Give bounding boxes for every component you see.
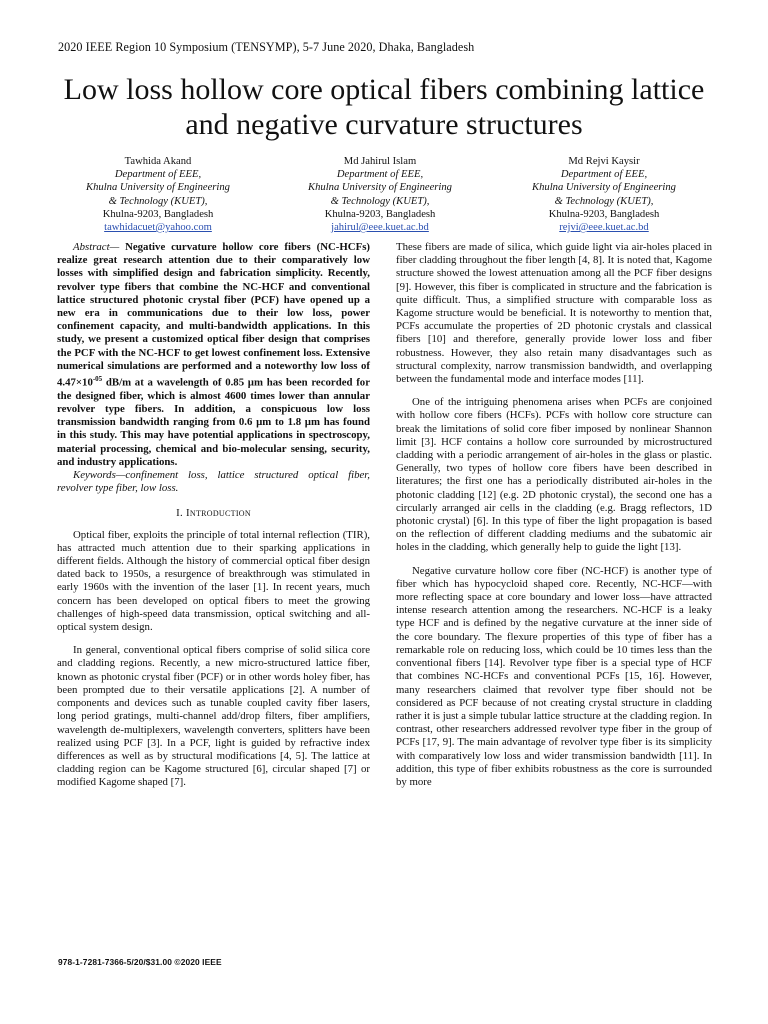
author-univ: & Technology (KUET),	[330, 195, 430, 207]
section-title: Introduction	[185, 507, 251, 520]
author-univ: & Technology (KUET),	[554, 195, 654, 207]
body-paragraph: Optical fiber, exploits the principle of total internal reflection (TIR), has attracted much attention due to their sparking applications in different fields. Although the history of commercial optical fiber design dated back to 1950s, a resurgence of breakthrough was stimulated in early 1960s with the invention of the laser [1]. In recent years, much concern has been developed on optical fibers to meet the growing challenges of high-speed data transmission, optical switching and all-optical system design.	[57, 528, 370, 634]
abstract	[57, 241, 370, 469]
author-city: Khulna-9203, Bangladesh	[324, 208, 436, 220]
paper-title: Low loss hollow core optical fibers combining lattice and negative curvature structures	[63, 73, 705, 141]
author-univ: & Technology (KUET),	[108, 195, 208, 207]
author-univ: Khulna University of Engineering	[86, 182, 230, 194]
author-name: Md Jahirul Islam	[343, 156, 417, 167]
right-column	[396, 241, 712, 799]
left-column	[57, 241, 370, 800]
author-block-2	[270, 155, 490, 234]
keywords: Keywords—confinement loss, lattice structured optical fiber, revolver type fiber, low loss.	[57, 469, 370, 495]
section-number: I.	[176, 507, 183, 520]
conference-header: 2020 IEEE Region 10 Symposium (TENSYMP), 5-7 June 2020, Dhaka, Bangladesh	[58, 40, 475, 54]
author-name: Md Rejvi Kaysir	[568, 156, 640, 167]
author-dept: Department of EEE,	[336, 169, 424, 181]
section-heading	[57, 507, 370, 520]
body-paragraph: In general, conventional optical fibers comprise of solid silica core and cladding regions. Recently, a new micro-structured lattice fiber, known as photonic crystal fiber (PCF) or in other words holey fiber, has been prompted due to their versatile applications [2]. A number of components and devices such as tunable coupled cavity fiber lasers, long period gratings, multi-channel add/drop filters, fiber amplifiers, wavelength de-multiplexers, wavelength converters, splitters have been realized using PCF [3]. In a PCF, light is guided by refractive index differences as well as by structural modifications [4, 5]. The lattice at cladding region can be Kagome structured [6], circular shaped [7] or modified Kagome shaped [7].	[57, 644, 370, 789]
author-city: Khulna-9203, Bangladesh	[548, 208, 660, 220]
author-email-link[interactable]: jahirul@eee.kuet.ac.bd	[331, 222, 429, 234]
body-paragraph: These fibers are made of silica, which guide light via air-holes placed in fiber cladding throughout the fiber length [4, 8]. It is noted that, Kagome structure showed the lowest attenuation among all the PCF fiber designs [9]. However, this fiber is complicated in structure and the fabrication is quite difficult. Thus, a simplified structure with comparable loss as Kagome structure would be beneficial. It is noteworthy to mention that, PCFs accumulate the properties of 2D photonic crystals and classical fibers [10] and therefore, generally provide lower loss and fiber robustness. However, they also retain many disadvantages such as structural complexity, narrow transmission bandwidth, and overlapping between the fundamental mode and interface modes [11].	[396, 241, 712, 386]
author-univ: Khulna University of Engineering	[532, 182, 676, 194]
author-dept: Department of EEE,	[114, 169, 202, 181]
author-univ: Khulna University of Engineering	[308, 182, 452, 194]
author-email-link[interactable]: rejvi@eee.kuet.ac.bd	[559, 222, 649, 234]
author-block-3	[494, 155, 714, 234]
author-email-link[interactable]: tawhidacuet@yahoo.com	[104, 222, 212, 234]
abstract-text: Negative curvature hollow core fibers (NC-HCFs) realize great research attention due to their comparatively low losses with simplified design and fabrication simplicity. Recently, revolver type fibers that combine the NC-HCF and conventional lattice structured photonic crystal fiber (PCF) have opened up a new era in communications due to their low loss, power confinement capacity, and multi-bandwidth applications. In this study, we present a customized optical fiber design that comprises the PCF with the NC-HCF to get lowest confinement loss. Extensive numerical simulations are performed and a noteworthy low loss of 4.47×10	[57, 241, 370, 389]
copyright-footer: 978-1-7281-7366-5/20/$31.00 ©2020 IEEE	[58, 957, 222, 967]
author-dept: Department of EEE,	[560, 169, 648, 181]
abstract-exponent: -05	[92, 375, 103, 384]
body-paragraph: One of the intriguing phenomena arises when PCFs are conjoined with hollow core fibers (HCFs). PCFs with hollow core structure can break the limitations of solid core fiber imposed by nonlinear Shannon limit [3]. HCF contains a hollow core surrounded by microstructured cladding with a periodic arrangement of air-holes in the glass or plastic. Generally, two types of hollow core fibers have been described in literatures; the first one has a periodically distributed air-holes in the photonic cladding [12] (e.g. 2D photonic crystal), the second one has a circularly arranged air cells in the cladding (e.g. Bragg reflectors, 1D photonic crystal) [6]. In this type of fiber the light propagation is based on the reflection of different cladding mediums and the subatomic air holes in the cladding, which generally help to guide the light [13].	[396, 396, 712, 554]
author-name: Tawhida Akand	[124, 156, 192, 167]
body-paragraph: Negative curvature hollow core fiber (NC-HCF) is another type of fiber which has hypocycloid shaped core. Recently, NC-HCF—with more reflecting space at core boundary and lower loss—have attracted intense research attention among the researchers. NC-HCF is a leaky type HCF and is defined by the negative curvature at the inner side of the core boundary. The flexure properties of this type of fiber has a remarkable role on reducing loss, which could be 10 times less than the conventional fibers [14]. Revolver type fiber is a special type of HCF that combines NC-HCFs and conventional PCFs [15, 16]. However, many researchers claimed that revolver type fiber should not be considered as PCF because of not creating crystal structure in cladding rather it is just a simple tubular lattice structure at the cladding region. In contrast, other researchers addressed revolver type fiber in the group of PCFs [17, 9]. The main advantage of revolver type fiber is its simplicity with comparatively low loss and wider transmission bandwidth [11]. In addition, this type of fiber exhibits robustness as the core is surrounded by more	[396, 564, 712, 788]
author-city: Khulna-9203, Bangladesh	[102, 208, 214, 220]
abstract-label: Abstract—	[73, 241, 120, 253]
abstract-text-cont: dB/m at a wavelength of 0.85 µm has been recorded for the designed fiber, which is almost 4600 times lower than annular revolver type fibers. In addition, a conspicuous low loss transmission bandwidth ranging from 0.6 µm to 1.8 µm has found in this study. This may have potential applications in spectroscopy, material processing, chemical and bio-molecular sensing, security, and industry applications.	[57, 376, 370, 468]
author-block-1	[48, 155, 268, 234]
